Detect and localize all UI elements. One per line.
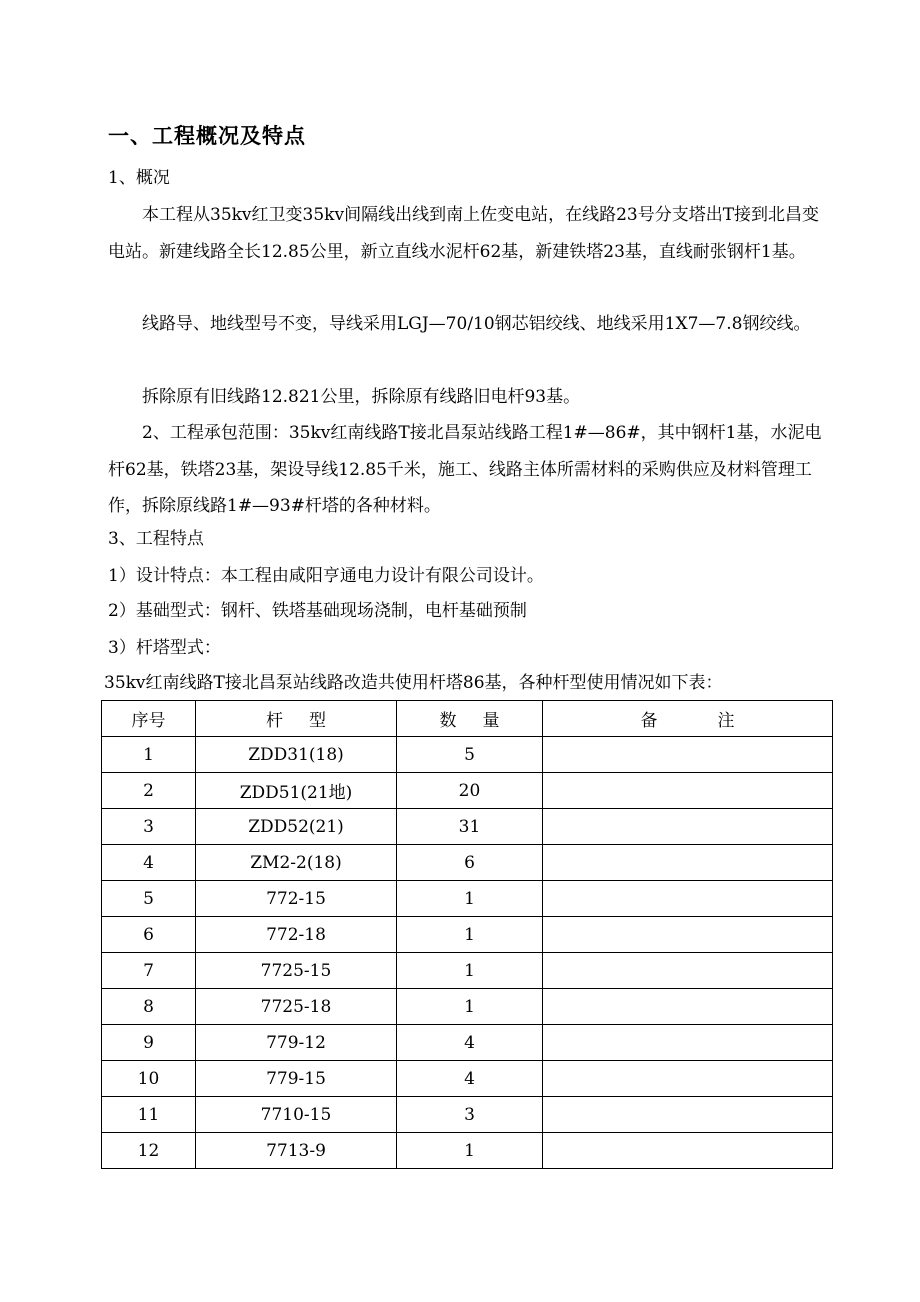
cell-tower-type: ZM2-2(18)	[196, 845, 397, 881]
cell-quantity: 4	[397, 1061, 543, 1097]
table-row	[102, 1061, 833, 1097]
section-heading-features: 3、工程特点	[108, 529, 204, 549]
cell-remarks	[543, 773, 833, 809]
paragraph-overview: 本工程从35kv红卫变35kv间隔线出线到南上佐变电站，在线路23号分支塔出T接到北昌变电站。新建线路全长12.85公里，新立直线水泥杆62基，新建铁塔23基，直线耐张钢杆1基。	[108, 205, 820, 262]
table-row	[102, 989, 833, 1025]
table-row	[102, 845, 833, 881]
table-intro: 35kv红南线路T接北昌泵站线路改造共使用杆塔86基，各种杆型使用情况如下表：	[104, 673, 723, 693]
cell-index: 10	[102, 1061, 196, 1097]
cell-tower-type: ZDD51(21地)	[196, 773, 397, 809]
feature-item-design: 1）设计特点：本工程由咸阳亨通电力设计有限公司设计。	[108, 566, 544, 586]
section-heading-overview: 1、概况	[108, 168, 170, 188]
header-tower-type: 杆型	[196, 701, 397, 737]
table-row	[102, 809, 833, 845]
feature-item-tower-type: 3）杆塔型式：	[108, 638, 221, 658]
table-row	[102, 953, 833, 989]
cell-remarks	[543, 1133, 833, 1169]
cell-quantity: 1	[397, 953, 543, 989]
table-row	[102, 917, 833, 953]
cell-remarks	[543, 845, 833, 881]
table-row	[102, 1097, 833, 1133]
cell-remarks	[543, 809, 833, 845]
cell-tower-type: 7710-15	[196, 1097, 397, 1133]
cell-index: 8	[102, 989, 196, 1025]
cell-tower-type: 7725-18	[196, 989, 397, 1025]
cell-tower-type: 772-18	[196, 917, 397, 953]
cell-index: 1	[102, 737, 196, 773]
cell-quantity: 1	[397, 881, 543, 917]
cell-quantity: 1	[397, 1133, 543, 1169]
cell-remarks	[543, 989, 833, 1025]
table-row	[102, 773, 833, 809]
page-title: 一、工程概况及特点	[108, 124, 306, 148]
cell-quantity: 1	[397, 917, 543, 953]
cell-tower-type: 7713-9	[196, 1133, 397, 1169]
paragraph-conductors: 线路导、地线型号不变，导线采用LGJ—70/10钢芯铝绞线、地线采用1X7—7.8钢绞线。	[142, 314, 811, 334]
cell-quantity: 5	[397, 737, 543, 773]
feature-item-foundation: 2）基础型式：钢杆、铁塔基础现场浇制，电杆基础预制	[108, 601, 527, 621]
cell-index: 2	[102, 773, 196, 809]
cell-remarks	[543, 917, 833, 953]
cell-quantity: 6	[397, 845, 543, 881]
table-row	[102, 1025, 833, 1061]
cell-index: 4	[102, 845, 196, 881]
cell-quantity: 3	[397, 1097, 543, 1133]
cell-remarks	[543, 737, 833, 773]
table-header-row	[102, 701, 833, 737]
cell-index: 9	[102, 1025, 196, 1061]
cell-index: 7	[102, 953, 196, 989]
header-remarks: 备注	[543, 701, 833, 737]
cell-quantity: 1	[397, 989, 543, 1025]
table-row	[102, 881, 833, 917]
cell-tower-type: ZDD31(18)	[196, 737, 397, 773]
cell-tower-type: 779-12	[196, 1025, 397, 1061]
cell-remarks	[543, 1097, 833, 1133]
header-index: 序号	[102, 701, 196, 737]
cell-remarks	[543, 953, 833, 989]
cell-index: 6	[102, 917, 196, 953]
cell-quantity: 20	[397, 773, 543, 809]
paragraph-demolition: 拆除原有旧线路12.821公里，拆除原有线路旧电杆93基。	[142, 387, 581, 407]
cell-remarks	[543, 1061, 833, 1097]
cell-index: 5	[102, 881, 196, 917]
cell-index: 11	[102, 1097, 196, 1133]
table-row	[102, 737, 833, 773]
cell-quantity: 31	[397, 809, 543, 845]
header-quantity: 数量	[397, 701, 543, 737]
cell-tower-type: 7725-15	[196, 953, 397, 989]
cell-tower-type: 779-15	[196, 1061, 397, 1097]
paragraph-scope: 2、工程承包范围：35kv红南线路T接北昌泵站线路工程1#—86#，其中钢杆1基，水泥电杆62基，铁塔23基，架设导线12.85千米，施工、线路主体所需材料的采购供应及材料管理工作，拆除原线路1#—93#杆塔的各种材料。	[108, 423, 822, 516]
cell-remarks	[543, 1025, 833, 1061]
cell-quantity: 4	[397, 1025, 543, 1061]
cell-index: 12	[102, 1133, 196, 1169]
tower-type-table	[101, 700, 833, 1169]
table-row	[102, 1133, 833, 1169]
cell-index: 3	[102, 809, 196, 845]
cell-remarks	[543, 881, 833, 917]
cell-tower-type: ZDD52(21)	[196, 809, 397, 845]
cell-tower-type: 772-15	[196, 881, 397, 917]
